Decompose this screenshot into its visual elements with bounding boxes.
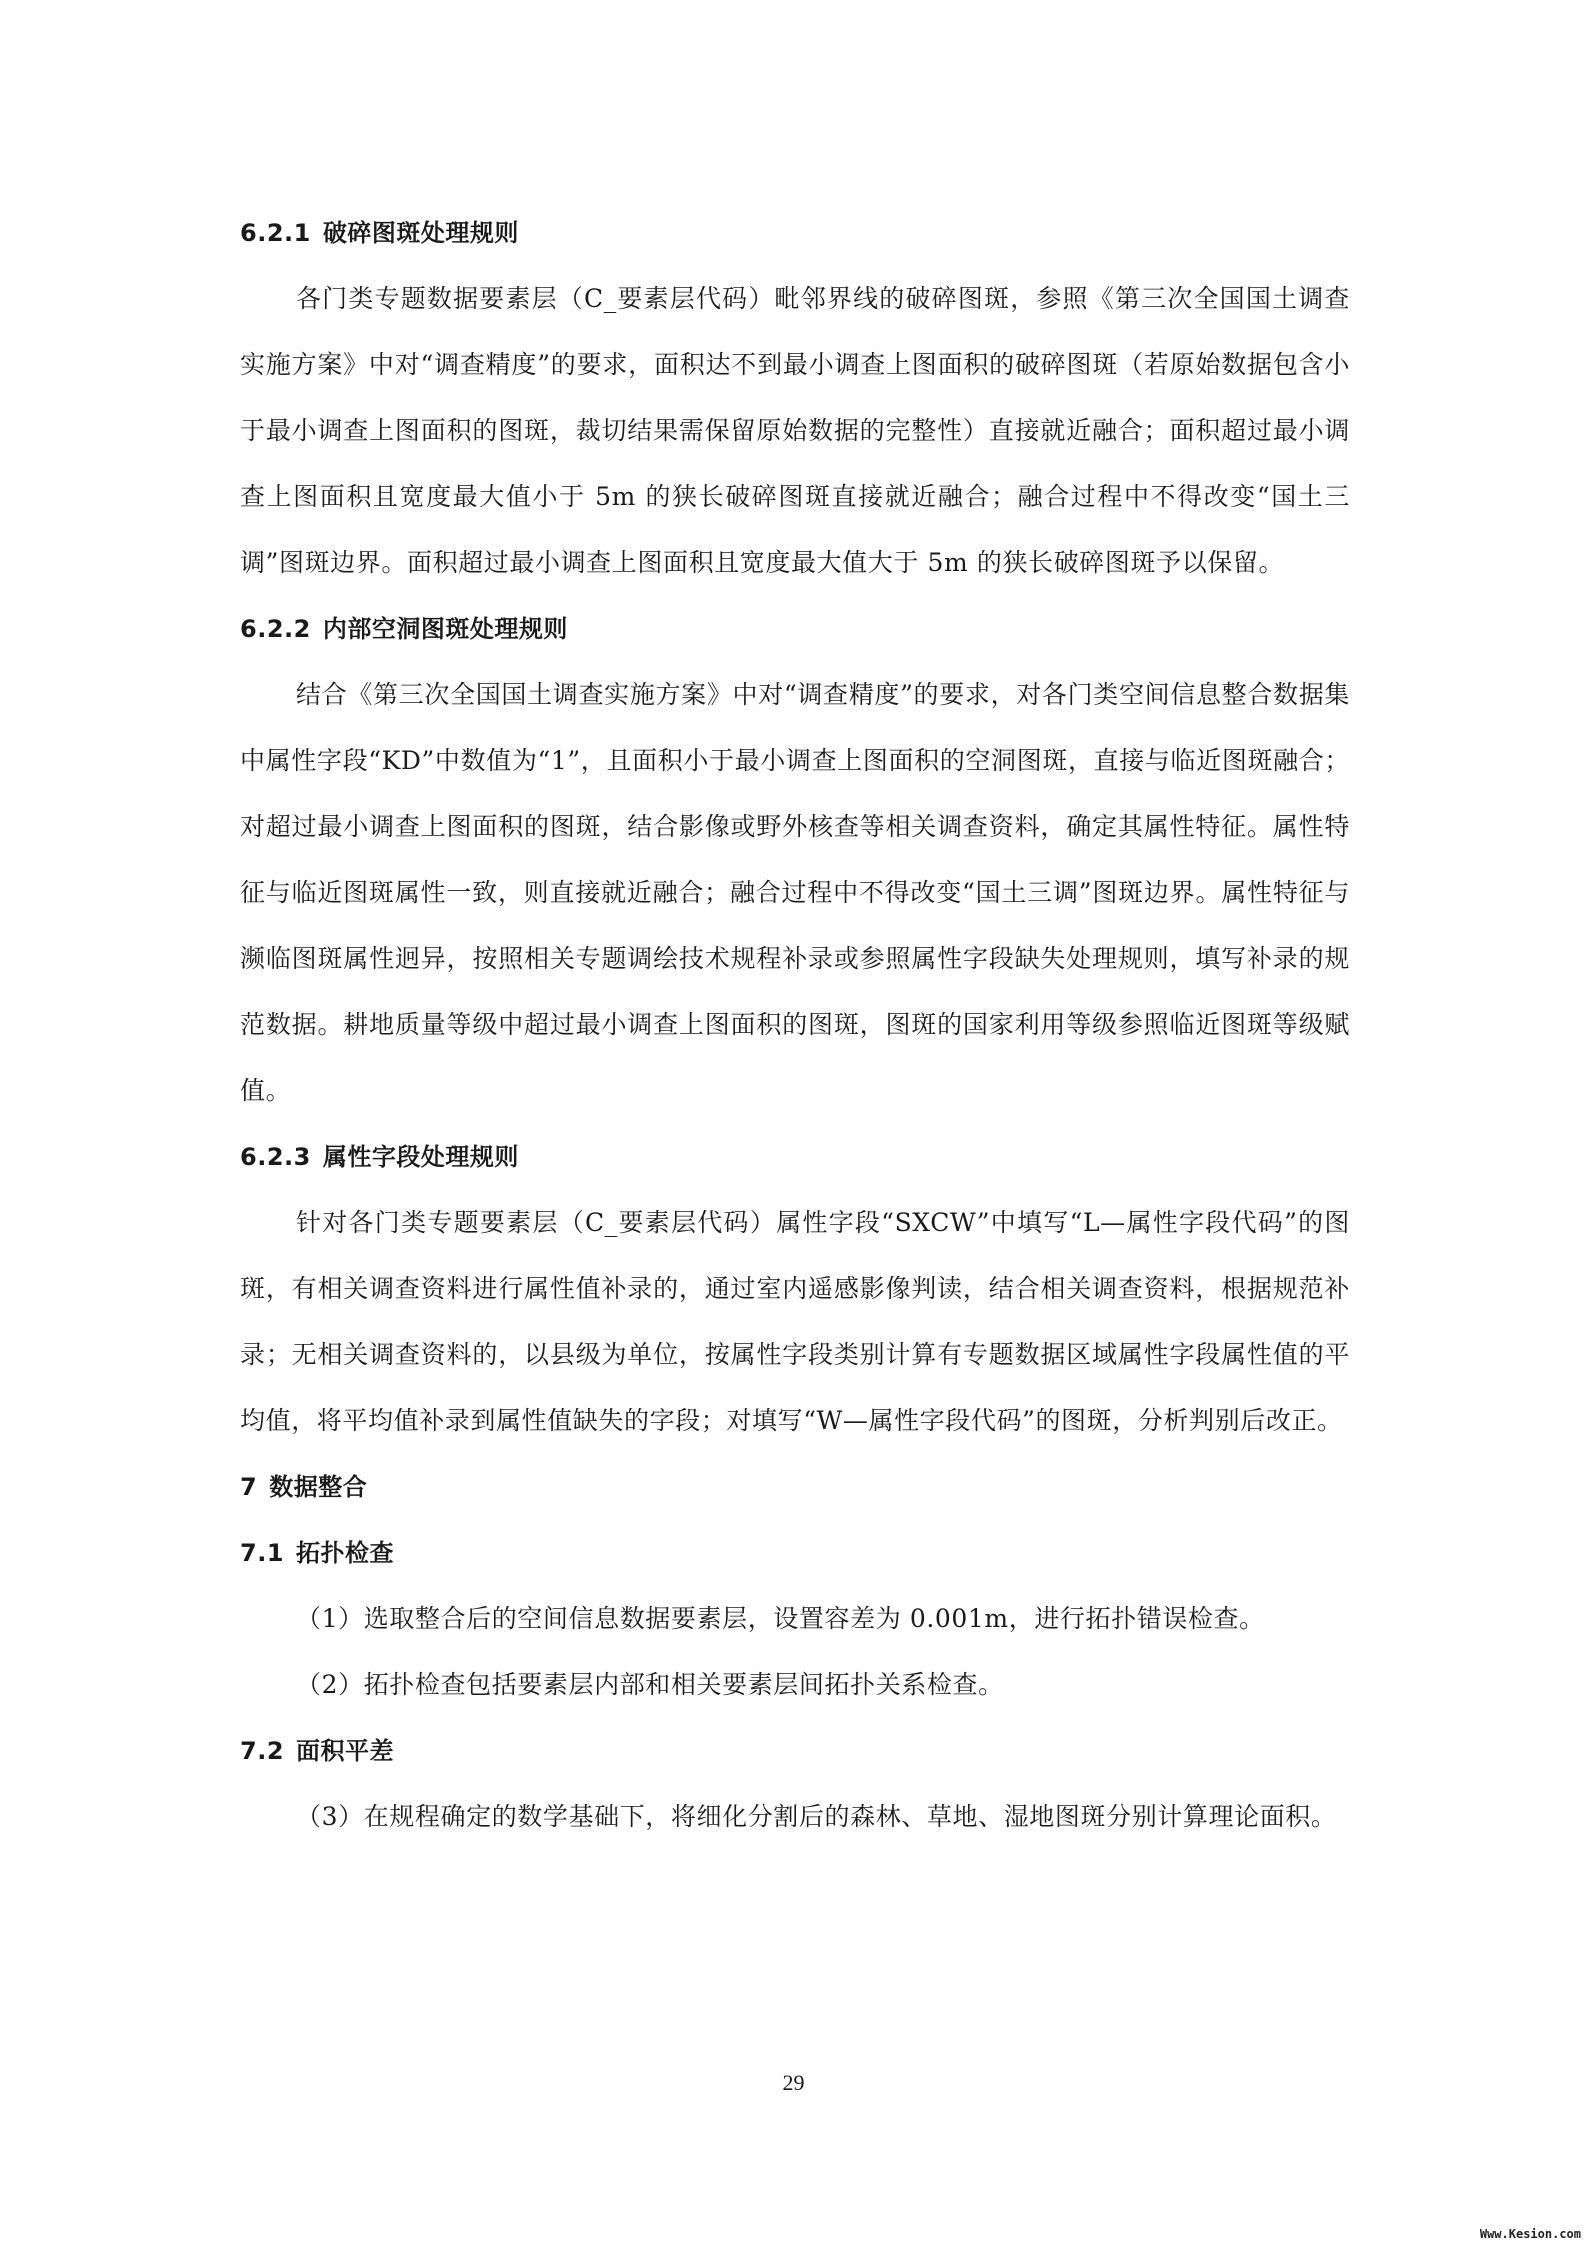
section-title: 拓扑检查 [296,1539,395,1567]
watermark: Www.Kesion.com [1479,2227,1581,2241]
section-number: 6.2.2 [240,615,311,643]
page-content [240,200,1350,1850]
section-paragraph: 针对各门类专题要素层（C_要素层代码）属性字段“SXCW”中填写“L—属性字段代码”的图斑，有相关调查资料进行属性值补录的，通过室内遥感影像判读，结合相关调查资料，根据规范补录；无相关调查资料的，以县级为单位，按属性字段类别计算有专题数据区域属性字段属性值的平均值，将平均值补录到属性值缺失的字段；对填写“W—属性字段代码”的图斑，分析判别后改正。 [240,1208,1350,1435]
section-number: 7.1 [240,1539,285,1567]
page-number: 29 [782,2070,805,2095]
section-title: 面积平差 [296,1737,395,1765]
section-heading-6-2-3 [240,1124,1350,1190]
list-item: （1）选取整合后的空间信息数据要素层，设置容差为 0.001m，进行拓扑错误检查。 [296,1604,1265,1633]
section-heading-6-2-1 [240,200,1350,266]
section-number: 7 [240,1473,258,1501]
section-paragraph: 结合《第三次全国国土调查实施方案》中对“调查精度”的要求，对各门类空间信息整合数据集中属性字段“KD”中数值为“1”，且面积小于最小调查上图面积的空洞图斑，直接与临近图斑融合；对超过最小调查上图面积的图斑，结合影像或野外核查等相关调查资料，确定其属性特征。属性特征与临近图斑属性一致，则直接就近融合；融合过程中不得改变“国土三调”图斑边界。属性特征与濒临图斑属性迥异，按照相关专题调绘技术规程补录或参照属性字段缺失处理规则，填写补录的规范数据。耕地质量等级中超过最小调查上图面积的图斑，图斑的国家利用等级参照临近图斑等级赋值。 [240,680,1350,1105]
section-number: 6.2.3 [240,1143,311,1171]
section-title: 内部空洞图斑处理规则 [322,615,568,643]
section-paragraph: 各门类专题数据要素层（C_要素层代码）毗邻界线的破碎图斑，参照《第三次全国国土调查实施方案》中对“调查精度”的要求，面积达不到最小调查上图面积的破碎图斑（若原始数据包含小于最小调查上图面积的图斑，裁切结果需保留原始数据的完整性）直接就近融合；面积超过最小调查上图面积且宽度最大值小于 5m 的狭长破碎图斑直接就近融合；融合过程中不得改变“国土三调”图斑边界。面积超过最小调查上图面积且宽度最大值大于 5m 的狭长破碎图斑予以保留。 [240,284,1350,577]
list-item: （2）拓扑检查包括要素层内部和相关要素层间拓扑关系检查。 [296,1670,1004,1699]
section-heading-7-1 [240,1520,1350,1586]
section-title: 破碎图斑处理规则 [322,219,519,247]
section-number: 7.2 [240,1737,285,1765]
section-title: 属性字段处理规则 [322,1143,519,1171]
list-item: （3）在规程确定的数学基础下，将细化分割后的森林、草地、湿地图斑分别计算理论面积。 [296,1802,1337,1831]
section-heading-7-2 [240,1718,1350,1784]
section-number: 6.2.1 [240,219,311,247]
section-heading-6-2-2 [240,596,1350,662]
section-title: 数据整合 [269,1473,368,1501]
section-heading-7 [240,1454,1350,1520]
